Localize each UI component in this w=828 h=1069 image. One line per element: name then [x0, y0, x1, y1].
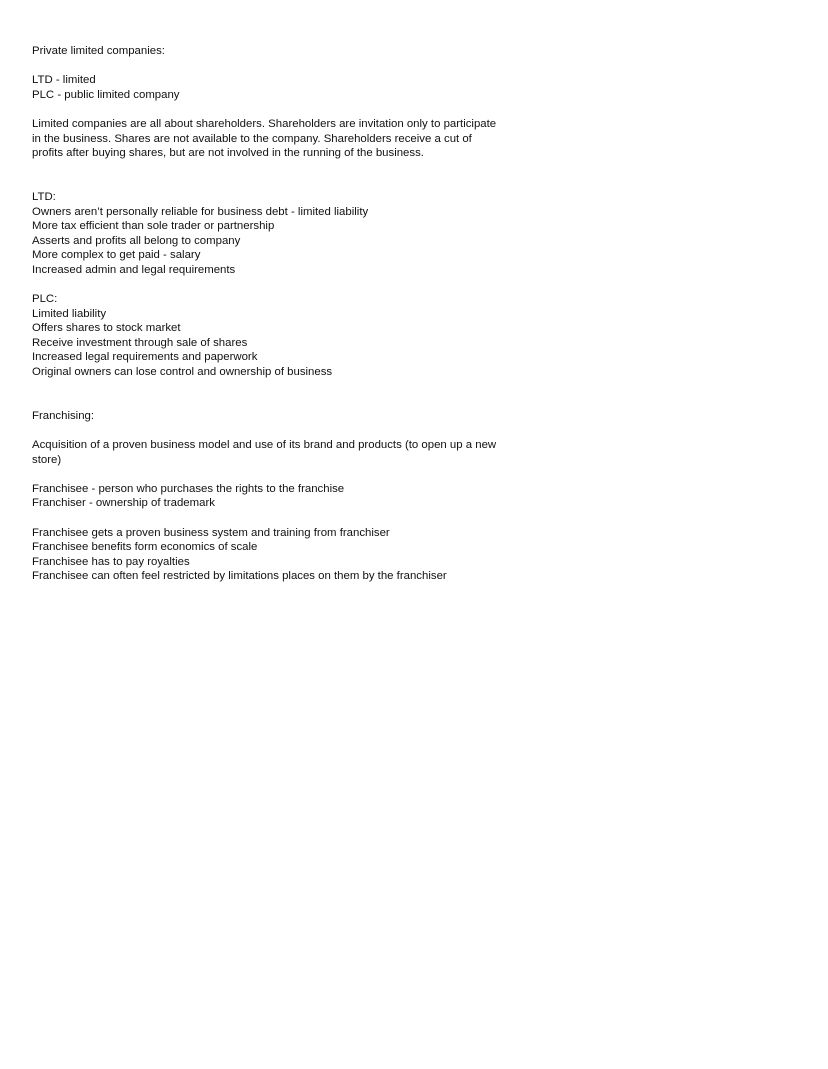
- definition-line: PLC - public limited company: [32, 88, 180, 101]
- section-heading: PLC:: [32, 293, 58, 306]
- role-line: Franchisee - person who purchases the rights to the franchise: [32, 482, 345, 495]
- list-item: Limited liability: [32, 307, 107, 320]
- list-item: Owners aren’t personally reliable for business debt - limited liability: [32, 205, 369, 218]
- list-item: Receive investment through sale of shares: [32, 336, 248, 349]
- list-item: More tax efficient than sole trader or partnership: [32, 220, 275, 233]
- list-item: Franchisee can often feel restricted by limitations places on them by the franchiser: [32, 570, 447, 583]
- ltd-section: [32, 190, 512, 278]
- section-heading: LTD:: [32, 190, 56, 203]
- list-item: Franchisee gets a proven business system and training from franchiser: [32, 526, 390, 539]
- list-item: Franchisee has to pay royalties: [32, 555, 190, 568]
- list-item: Offers shares to stock market: [32, 322, 181, 335]
- definition-paragraph: Acquisition of a proven business model and use of its brand and products (to open up a new store): [32, 439, 497, 466]
- list-item: Original owners can lose control and ownership of business: [32, 366, 333, 379]
- definition-line: LTD - limited: [32, 74, 96, 87]
- private-companies-section: [32, 44, 512, 161]
- role-line: Franchiser - ownership of trademark: [32, 497, 215, 510]
- plc-section: [32, 292, 512, 380]
- list-item: Asserts and profits all belong to company: [32, 234, 241, 247]
- list-item: Increased legal requirements and paperwork: [32, 351, 258, 364]
- section-heading: Franchising:: [32, 409, 95, 422]
- document-page: [32, 44, 512, 584]
- franchising-section: [32, 409, 512, 584]
- list-item: Increased admin and legal requirements: [32, 263, 236, 276]
- list-item: More complex to get paid - salary: [32, 249, 201, 262]
- list-item: Franchisee benefits form economics of scale: [32, 541, 258, 554]
- intro-paragraph: Limited companies are all about shareholders. Shareholders are invitation only to participate in the business. Shares are not available to the company. Shareholders receive a cut of profits after buying shares, but are not involved in the running of the business.: [32, 117, 497, 160]
- section-heading: Private limited companies:: [32, 45, 165, 57]
